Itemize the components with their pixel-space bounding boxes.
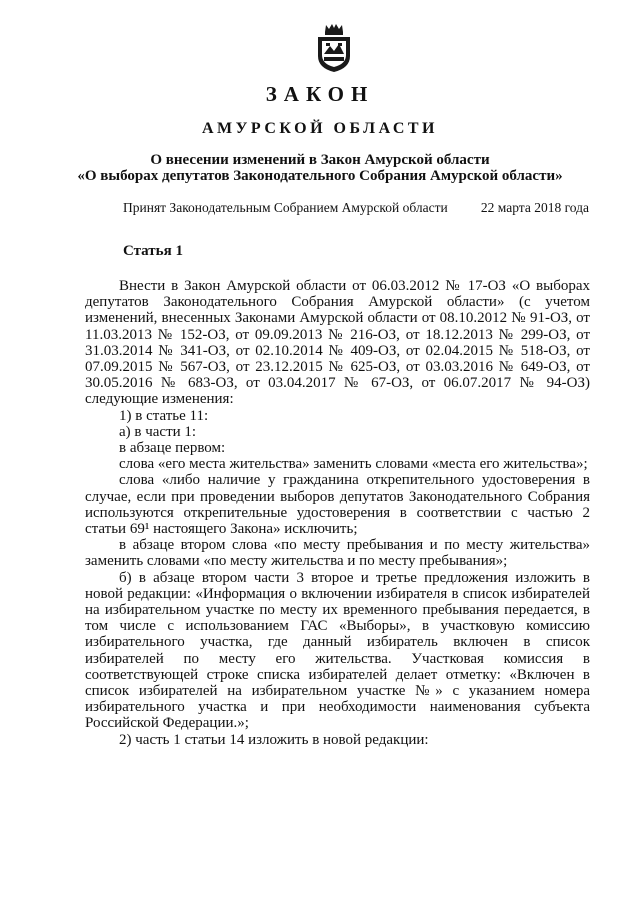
paragraph-item-a: а) в части 1:: [119, 423, 197, 440]
paragraph-second-abzac: в абзаце втором слова «по месту пребывания и по месту жительства» заменить словами «по месту жительства и по месту пребывания»;: [85, 537, 590, 570]
paragraph-item-b: б) в абзаце втором части 3 второе и третье предложения изложить в новой редакции: «Информация о включении избирателя в список избирателей на избирательном участке по месту их временного пребывания передается, в том числе с использованием ГАС «Выборы», в участковую комиссию избирательного участка, где данный избиратель включен в список избирателей по месту его жительства. Участковая комиссия в соответствующей строке списка избирателей делает отметку: «Включен в список избирателей на избирательном участке №» с указанием номера избирательного участка и при необходимости наименования субъекта Российской Федерации.»;: [85, 569, 590, 732]
document-type-heading: ЗАКОН: [265, 82, 375, 106]
law-title-line-1: О внесении изменений в Закон Амурской области: [150, 152, 490, 168]
paragraph-words-exclude: слова «либо наличие у гражданина открепительного удостоверения в случае, если при проведении выборов депутатов Законодательного Собрания используются открепительные удостоверения в соответствии с частью 2 статьи 69¹ настоящего Закона» исключить;: [85, 472, 590, 538]
paragraph-first-abzac: в абзаце первом:: [119, 440, 226, 457]
paragraph-words-replace: слова «его места жительства» заменить словами «места его жительства»;: [119, 456, 588, 473]
article-body: [85, 278, 590, 748]
accepted-label: Принят Законодательным Собранием Амурской области: [123, 200, 448, 215]
region-heading: АМУРСКОЙ ОБЛАСТИ: [202, 120, 438, 137]
paragraph-item-1: 1) в статье 11:: [119, 407, 209, 424]
accepted-date: 22 марта 2018 года: [480, 200, 589, 215]
paragraph-intro: Внести в Закон Амурской области от 06.03.2012 № 17-ОЗ «О выборах депутатов Законодательного Собрания Амурской области» (с учетом изменений, внесенных Законами Амурской области от 08.10.2012 № 91-ОЗ, от 11.03.2013 № 152-ОЗ, от 09.09.2013 № 216-ОЗ, от 18.12.2013 № 299-ОЗ, от 31.03.2014 № 341-ОЗ, от 02.10.2014 № 409-ОЗ, от 02.04.2015 № 518-ОЗ, от 07.09.2015 № 567-ОЗ, от 23.12.2015 № 625-ОЗ, от 03.03.2016 № 649-ОЗ, от 30.05.2016 № 683-ОЗ, от 03.04.2017 № 67-ОЗ, от 06.07.2017 № 94-ОЗ) следующие изменения:: [85, 278, 590, 408]
law-title: [0, 152, 640, 184]
article-heading: Статья 1: [123, 243, 183, 259]
coat-of-arms-icon: [314, 22, 354, 74]
paragraph-item-2: 2) часть 1 статьи 14 изложить в новой редакции:: [119, 731, 429, 748]
law-title-line-2: «О выборах депутатов Законодательного Собрания Амурской области»: [77, 168, 563, 184]
